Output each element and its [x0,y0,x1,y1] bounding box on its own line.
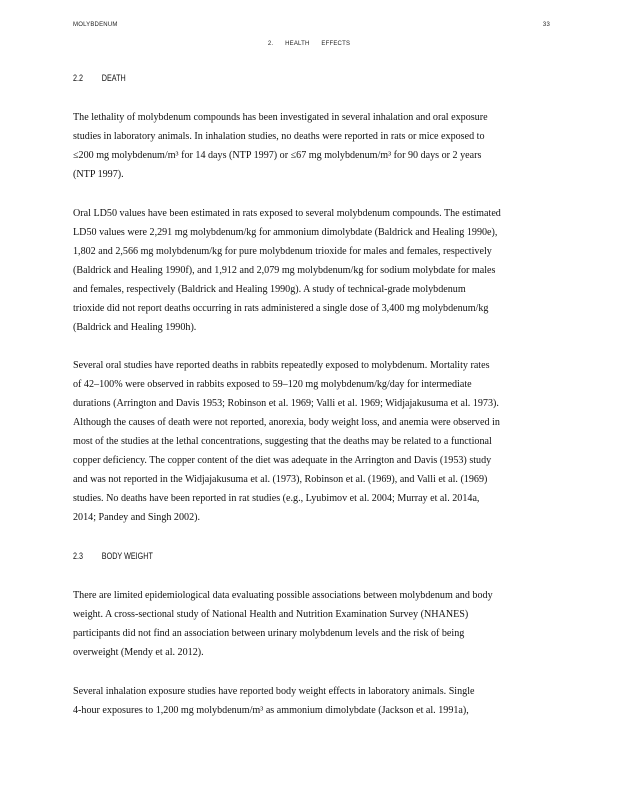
text-line: LD50 values were 2,291 mg molybdenum/kg for ammonium dimolybdate (Baldrick and Healing 1990e), [73,227,498,238]
text-line: most of the studies at the lethal concentrations, suggesting that the deaths may be related to a functional [73,436,492,447]
paragraph [73,586,563,662]
text-line: The lethality of molybdenum compounds has been investigated in several inhalation and oral exposure [73,112,488,123]
paragraph [73,682,563,720]
chapter-header [0,41,618,47]
text-line: 2014; Pandey and Singh 2002). [73,512,201,523]
section-heading [73,73,126,83]
text-line: durations (Arrington and Davis 1953; Robinson et al. 1969; Valli et al. 1969; Widjajakusuma et al. 1973). [73,398,499,409]
text-line: Several inhalation exposure studies have reported body weight effects in laboratory animals. Single [73,686,475,697]
text-line: Oral LD50 values have been estimated in rats exposed to several molybdenum compounds. The estimated [73,208,501,219]
text-line: participants did not find an association between urinary molybdenum levels and the risk of being [73,628,465,639]
paragraph [73,356,563,527]
text-line: copper deficiency. The copper content of the diet was adequate in the Arrington and Davis (1953) study [73,455,492,466]
chapter-number: 2. [267,41,274,47]
chapter-title-word: EFFECTS [321,41,351,47]
text-line: There are limited epidemiological data evaluating possible associations between molybdenum and body [73,590,493,601]
chapter-title-word: HEALTH [285,41,310,47]
text-line: overweight (Mendy et al. 2012). [73,647,204,658]
text-line: Although the causes of death were not reported, anorexia, body weight loss, and anemia were observed in [73,417,500,428]
text-line: (Baldrick and Healing 1990h). [73,322,197,333]
page-number: 33 [542,22,550,28]
text-line: ≤200 mg molybdenum/m³ for 14 days (NTP 1997) or ≤67 mg molybdenum/m³ for 90 days or 2 years [73,150,482,161]
text-line: weight. A cross-sectional study of National Health and Nutrition Examination Survey (NHANES) [73,609,469,620]
text-line: and females, respectively (Baldrick and Healing 1990g). A study of technical-grade molybdenum [73,284,466,295]
text-line: studies. No deaths have been reported in rat studies (e.g., Lyubimov et al. 2004; Murray et al. 2014a, [73,493,480,504]
section-heading [73,551,153,561]
text-line: 1,802 and 2,566 mg molybdenum/kg for pure molybdenum trioxide for males and females, respectively [73,246,492,257]
section-number: 2.3 [73,551,84,561]
running-title: MOLYBDENUM [73,22,118,28]
text-line: and was not reported in the Widjajakusuma et al. (1973), Robinson et al. (1969), and Valli et al. (1969) [73,474,488,485]
paragraph [73,204,563,337]
paragraph [73,108,563,184]
section-number: 2.2 [73,73,84,83]
text-line: 4-hour exposures to 1,200 mg molybdenum/m³ as ammonium dimolybdate (Jackson et al. 1991a), [73,705,469,716]
section-title: DEATH [101,73,126,83]
text-line: (Baldrick and Healing 1990f), and 1,912 and 2,079 mg molybdenum/kg for sodium molybdate for males [73,265,496,276]
section-title: BODY WEIGHT [101,551,153,561]
text-line: (NTP 1997). [73,169,124,180]
text-line: of 42–100% were observed in rabbits exposed to 59–120 mg molybdenum/kg/day for intermediate [73,379,472,390]
text-line: Several oral studies have reported deaths in rabbits repeatedly exposed to molybdenum. Mortality rates [73,360,490,371]
text-line: trioxide did not report deaths occurring in rats administered a single dose of 3,400 mg molybdenum/kg [73,303,489,314]
text-line: studies in laboratory animals. In inhalation studies, no deaths were reported in rats or mice exposed to [73,131,485,142]
